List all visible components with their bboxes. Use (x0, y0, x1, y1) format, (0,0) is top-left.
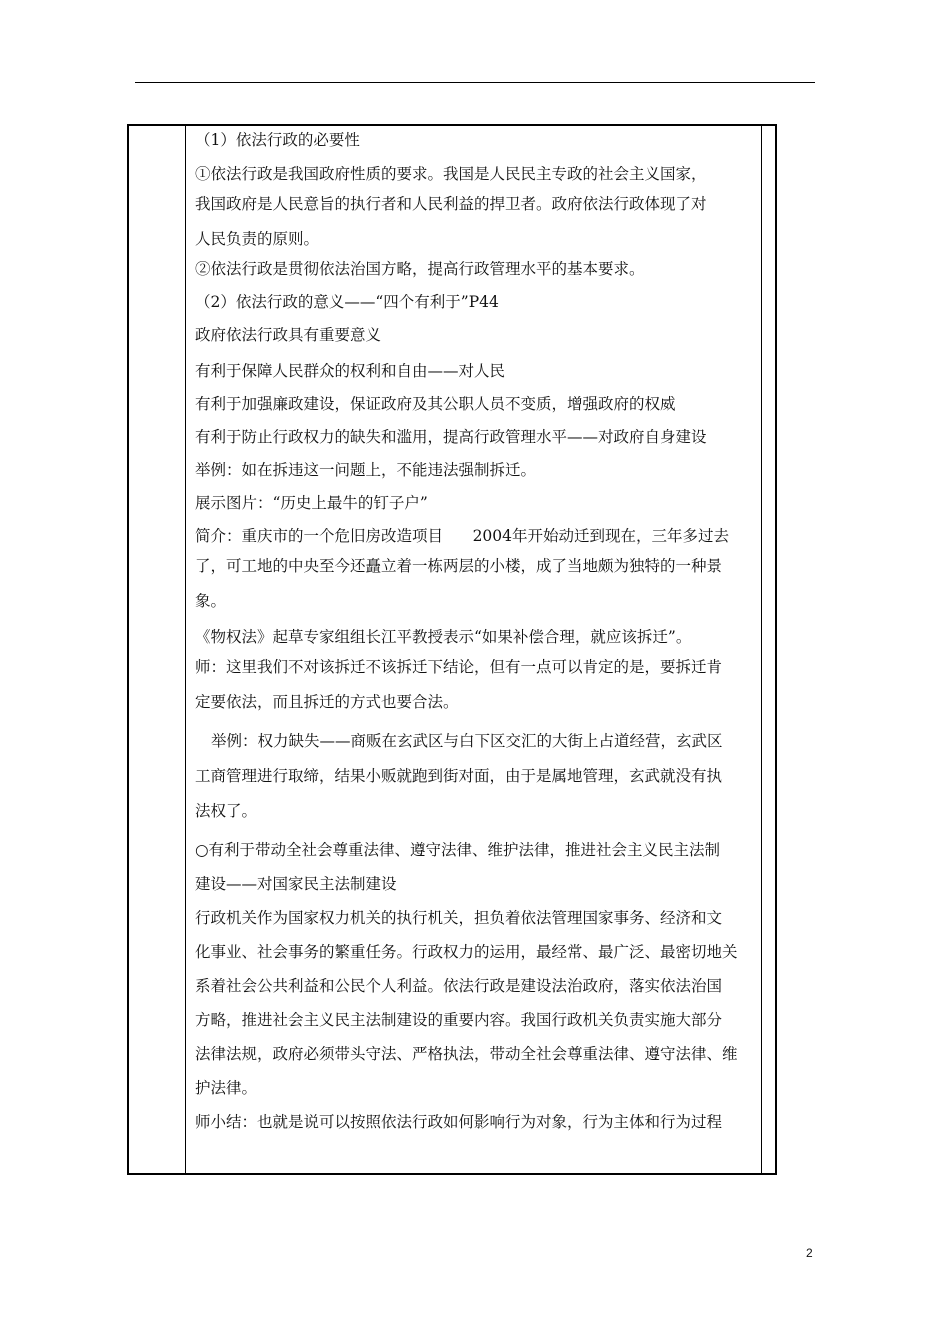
text-line: （1）依法行政的必要性 (195, 131, 360, 149)
table-column-divider-left (185, 124, 186, 1175)
text-line: 师：这里我们不对该拆迁不该拆迁下结论，但有一点可以肯定的是，要拆迁肯 (195, 658, 723, 676)
lesson-content (195, 128, 755, 1139)
text-line: 有利于保障人民群众的权利和自由——对人民 (195, 362, 506, 380)
page-number: 2 (806, 1246, 813, 1260)
table-column-divider-right (761, 124, 762, 1175)
text-line: 有利于加强廉政建设，保证政府及其公职人员不变质，增强政府的权威 (195, 395, 676, 413)
text-line: 政府依法行政具有重要意义 (195, 326, 382, 344)
text-line: ②依法行政是贯彻依法治国方略，提高行政管理水平的基本要求。 (195, 260, 645, 278)
text-line: 师小结：也就是说可以按照依法行政如何影响行为对象，行为主体和行为过程 (195, 1113, 723, 1131)
text-line: 化事业、社会事务的繁重任务。行政权力的运用，最经常、最广泛、最密切地关 (195, 943, 738, 961)
text-line: 工商管理进行取缔，结果小贩就跑到街对面，由于是属地管理，玄武就没有执 (195, 767, 723, 785)
text-line: 行政机关作为国家权力机关的执行机关，担负着依法管理国家事务、经济和文 (195, 909, 723, 927)
text-line: 象。 (195, 592, 227, 610)
text-line: 有利于防止行政权力的缺失和滥用，提高行政管理水平——对政府自身建设 (195, 428, 707, 446)
text-line: 我国政府是人民意旨的执行者和人民利益的捍卫者。政府依法行政体现了对 (195, 195, 707, 213)
text-line: 了，可工地的中央至今还矗立着一栋两层的小楼，成了当地颇为独特的一种景 (195, 557, 723, 575)
text-line: 方略，推进社会主义民主法制建设的重要内容。我国行政机关负责实施大部分 (195, 1011, 723, 1029)
text-line: 系着社会公共利益和公民个人利益。依法行政是建设法治政府，落实依法治国 (195, 977, 723, 995)
text-line: ①依法行政是我国政府性质的要求。我国是人民民主专政的社会主义国家， (195, 165, 707, 183)
text-line: 护法律。 (195, 1079, 258, 1097)
text-line: 举例：权力缺失——商贩在玄武区与白下区交汇的大街上占道经营，玄武区 (211, 732, 723, 750)
text-line: 建设——对国家民主法制建设 (195, 875, 397, 893)
text-line: 法权了。 (195, 802, 258, 820)
text-line: 举例：如在拆违这一问题上，不能违法强制拆迁。 (195, 461, 537, 479)
text-line: ○有利于带动全社会尊重法律、遵守法律、维护法律，推进社会主义民主法制 (195, 841, 721, 859)
text-line: 定要依法，而且拆迁的方式也要合法。 (195, 693, 459, 711)
text-line: 简介：重庆市的一个危旧房改造项目 2004年开始动迁到现在，三年多过去 (195, 527, 730, 545)
text-line: 法律法规，政府必须带头守法、严格执法，带动全社会尊重法律、遵守法律、维 (195, 1045, 738, 1063)
text-line: 展示图片：“历史上最牛的钉子户” (195, 494, 428, 512)
text-line: 人民负责的原则。 (195, 230, 320, 248)
text-line: 《物权法》起草专家组组长江平教授表示“如果补偿合理，就应该拆迁”。 (195, 628, 692, 646)
header-rule (135, 82, 815, 83)
text-line: （2）依法行政的意义——“四个有利于”P44 (195, 293, 499, 311)
